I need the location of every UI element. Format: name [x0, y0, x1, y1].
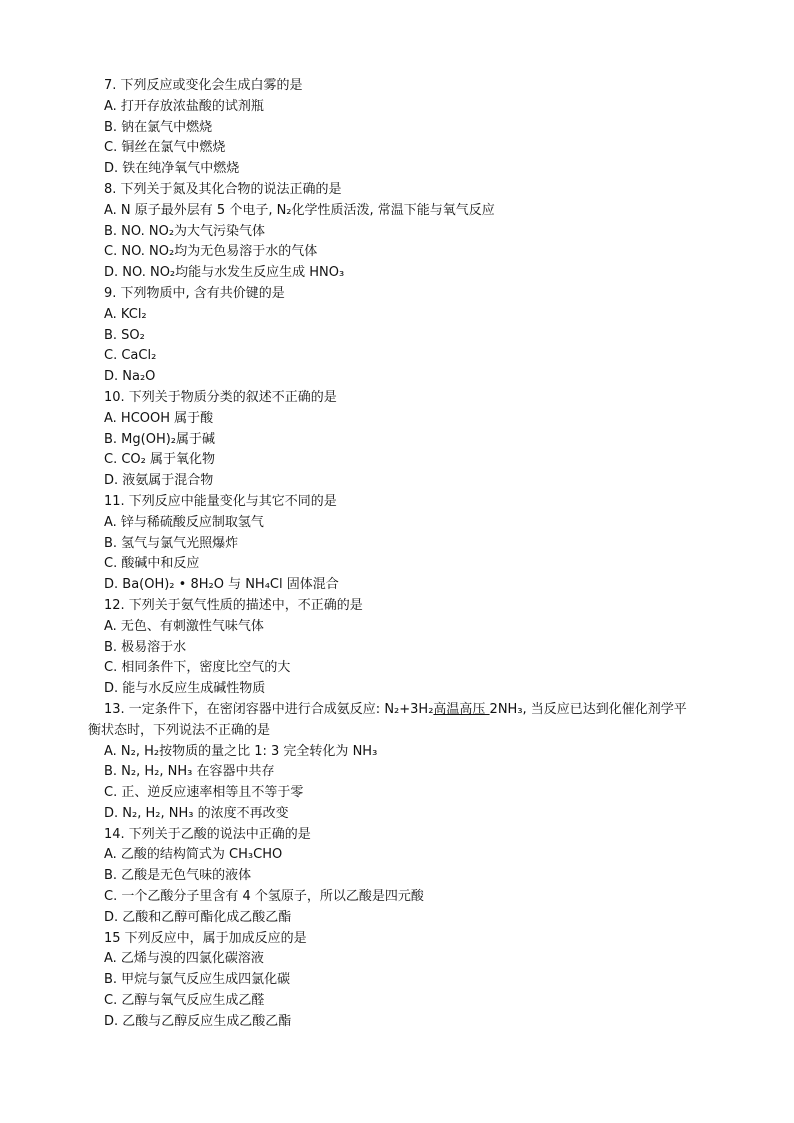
stem-text: 13. 一定条件下，在密闭容器中进行合成氨反应: N₂+3H₂ — [104, 701, 434, 717]
question-stem-line2: 衡状态时，下列说法不正确的是 — [88, 722, 271, 738]
option-c: C. 一个乙酸分子里含有 4 个氢原子，所以乙酸是四元酸 — [104, 889, 424, 905]
question-stem: 15 下列反应中，属于加成反应的是 — [104, 930, 307, 946]
option-b: B. N₂, H₂, NH₃ 在容器中共存 — [104, 764, 275, 780]
option-b: B. SO₂ — [104, 327, 145, 343]
option-a: A. HCOOH 属于酸 — [104, 410, 214, 426]
option-d: D. Na₂O — [104, 369, 156, 385]
question-list — [88, 76, 724, 1033]
option-c: C. 铜丝在氯气中燃烧 — [104, 140, 226, 156]
option-b: B. 极易溶于水 — [104, 639, 187, 655]
option-b: B. Mg(OH)₂属于碱 — [104, 431, 216, 447]
option-b: B. 甲烷与氯气反应生成四氯化碳 — [104, 972, 291, 988]
option-c: C. 相同条件下，密度比空气的大 — [104, 660, 291, 676]
option-d: D. Ba(OH)₂ • 8H₂O 与 NH₄Cl 固体混合 — [104, 577, 339, 593]
option-a: A. 打开存放浓盐酸的试剂瓶 — [104, 98, 264, 114]
question-stem: 11. 下列反应中能量变化与其它不同的是 — [104, 493, 337, 509]
question-stem: 7. 下列反应或变化会生成白雾的是 — [104, 78, 303, 93]
option-b: B. 氢气与氯气光照爆炸 — [104, 535, 239, 551]
question-stem: 14. 下列关于乙酸的说法中正确的是 — [104, 826, 311, 842]
question-stem-line1 — [104, 700, 724, 721]
option-c: C. CO₂ 属于氧化物 — [104, 452, 215, 468]
option-d: D. 乙酸和乙醇可酯化成乙酸乙酯 — [104, 909, 292, 925]
option-d: D. 液氨属于混合物 — [104, 473, 214, 489]
option-b: B. 乙酸是无色气味的液体 — [104, 868, 252, 884]
question-stem: 9. 下列物质中, 含有共价键的是 — [104, 285, 285, 301]
option-c: C. NO. NO₂均为无色易溶于水的气体 — [104, 244, 318, 260]
option-a: A. 锌与稀硫酸反应制取氢气 — [104, 514, 264, 530]
option-a: A. N 原子最外层有 5 个电子, N₂化学性质活泼, 常温下能与氧气反应 — [104, 202, 495, 218]
option-a: A. 乙酸的结构简式为 CH₃CHO — [104, 847, 283, 863]
option-a: A. N₂, H₂按物质的量之比 1: 3 完全转化为 NH₃ — [104, 743, 378, 759]
option-d: D. 铁在纯净氧气中燃烧 — [104, 161, 240, 177]
option-d: D. N₂, H₂, NH₃ 的浓度不再改变 — [104, 805, 289, 821]
option-c: C. 乙醇与氧气反应生成乙醛 — [104, 993, 265, 1009]
option-a: A. 乙烯与溴的四氯化碳溶液 — [104, 951, 264, 967]
option-c: C. 酸碱中和反应 — [104, 556, 200, 572]
option-d: D. 乙酸与乙醇反应生成乙酸乙酯 — [104, 1013, 292, 1029]
option-a: A. 无色、有刺激性气味气体 — [104, 618, 264, 634]
reaction-condition: 高温高压 — [433, 701, 490, 717]
question-stem: 12. 下列关于氨气性质的描述中，不正确的是 — [104, 597, 363, 613]
option-a: A. KCl₂ — [104, 306, 147, 322]
option-b: B. NO. NO₂为大气污染气体 — [104, 223, 266, 239]
option-b: B. 钠在氯气中燃烧 — [104, 119, 213, 135]
option-d: D. 能与水反应生成碱性物质 — [104, 681, 266, 697]
stem-text-cont: 2NH₃, 当反应已达到化催化剂学平 — [489, 701, 687, 717]
option-d: D. NO. NO₂均能与水发生反应生成 HNO₃ — [104, 265, 345, 281]
question-stem: 8. 下列关于氮及其化合物的说法正确的是 — [104, 181, 342, 197]
question-stem: 10. 下列关于物质分类的叙述不正确的是 — [104, 389, 337, 405]
option-c: C. CaCl₂ — [104, 348, 157, 364]
option-c: C. 正、逆反应速率相等且不等于零 — [104, 785, 304, 801]
